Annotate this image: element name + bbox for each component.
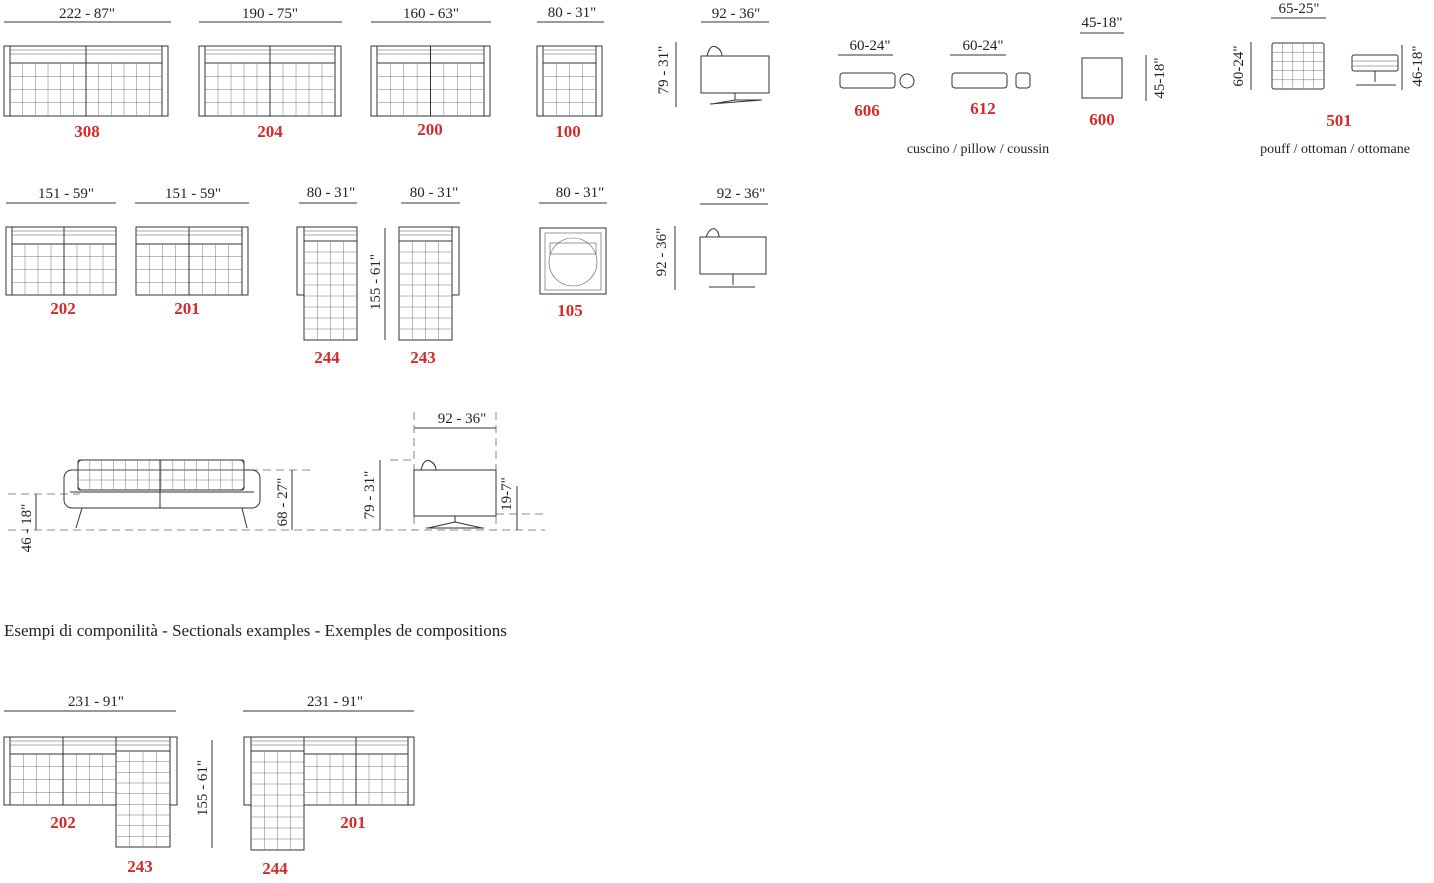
module-200-width: 160 - 63" bbox=[402, 6, 460, 22]
quilted-cushion bbox=[1272, 43, 1324, 89]
module-243-code: 243 bbox=[410, 348, 436, 367]
module-204-width: 190 - 75" bbox=[241, 6, 299, 22]
armchair-side-height: 79 - 31" bbox=[656, 45, 672, 95]
module-204 bbox=[199, 6, 342, 141]
example-2-code-a: 201 bbox=[340, 813, 366, 832]
module-105 bbox=[539, 185, 607, 320]
pillow-612-width: 60-24" bbox=[962, 38, 1004, 54]
chaise-plan bbox=[399, 227, 459, 340]
module-204-code: 204 bbox=[257, 122, 283, 141]
module-243-width: 80 - 31" bbox=[409, 185, 459, 201]
pillow-606-width: 60-24" bbox=[849, 38, 891, 54]
module-100-width: 80 - 31" bbox=[547, 5, 597, 21]
ottoman-501 bbox=[1231, 1, 1426, 130]
total-height: 79 - 31" bbox=[362, 470, 378, 520]
module-244-width: 80 - 31" bbox=[306, 185, 356, 201]
module-308-code: 308 bbox=[74, 122, 100, 141]
example-1-code-b: 243 bbox=[127, 857, 153, 876]
pillow-caption: cuscino / pillow / coussin bbox=[906, 142, 1050, 157]
module-201-width: 151 - 59" bbox=[164, 186, 222, 202]
sofa-front-elevation bbox=[8, 411, 545, 552]
chaise-length: 155 - 61" bbox=[368, 253, 384, 311]
module-202-width: 151 - 59" bbox=[37, 186, 95, 202]
module-243 bbox=[399, 185, 460, 367]
module-202-code: 202 bbox=[50, 299, 76, 318]
armchair-side-view bbox=[656, 6, 769, 107]
ottoman-501-depth: 60-24" bbox=[1231, 45, 1247, 87]
sofa-plan bbox=[304, 737, 414, 805]
example-composition-2 bbox=[243, 694, 414, 878]
example-1-code-a: 202 bbox=[50, 813, 76, 832]
pillow-600 bbox=[1080, 15, 1168, 129]
swivel-side-width: 92 - 36" bbox=[716, 186, 766, 202]
example-2-code-b: 244 bbox=[262, 859, 288, 878]
sofa-plan bbox=[199, 46, 341, 116]
pillow-612 bbox=[950, 38, 1030, 118]
module-105-code: 105 bbox=[557, 301, 583, 320]
sofa-plan bbox=[371, 46, 490, 116]
sofa-plan bbox=[537, 46, 602, 116]
ottoman-501-code: 501 bbox=[1326, 111, 1352, 130]
module-244-code: 244 bbox=[314, 348, 340, 367]
ottoman-501-height: 46-18" bbox=[1410, 45, 1426, 87]
armchair-side-width: 92 - 36" bbox=[711, 6, 761, 22]
arm-height: 68 - 27" bbox=[275, 477, 291, 527]
module-200-code: 200 bbox=[417, 120, 443, 139]
chair-depth: 92 - 36" bbox=[437, 411, 487, 427]
chaise-plan bbox=[244, 737, 304, 850]
sofa-plan bbox=[4, 46, 168, 116]
module-308-width: 222 - 87" bbox=[58, 6, 116, 22]
sofa-plan bbox=[6, 227, 116, 295]
module-200 bbox=[371, 6, 491, 139]
swivel-side-height: 92 - 36" bbox=[654, 227, 670, 277]
example-composition-1 bbox=[4, 694, 212, 876]
chaise-plan bbox=[297, 227, 357, 340]
pillow-606 bbox=[838, 38, 914, 120]
sofa-plan bbox=[136, 227, 248, 295]
example-2-width: 231 - 91" bbox=[306, 694, 364, 710]
pillow-600-width: 45-18" bbox=[1081, 15, 1123, 31]
quilted-cushion bbox=[78, 460, 244, 490]
example-1-width: 231 - 91" bbox=[67, 694, 125, 710]
module-202 bbox=[6, 186, 116, 318]
module-244 bbox=[297, 185, 357, 367]
pillow-600-height: 45-18" bbox=[1152, 57, 1168, 99]
chaise-plan bbox=[116, 737, 177, 847]
seat-height: 46 - 18" bbox=[19, 503, 35, 553]
pillow-612-code: 612 bbox=[970, 99, 996, 118]
pillow-606-code: 606 bbox=[854, 101, 880, 120]
swivel-chair-side-view bbox=[654, 186, 768, 290]
module-100-code: 100 bbox=[555, 122, 581, 141]
base-height: 19-7" bbox=[499, 477, 515, 511]
module-308 bbox=[4, 6, 171, 141]
module-201 bbox=[135, 186, 249, 318]
pillow-600-code: 600 bbox=[1089, 110, 1115, 129]
module-100 bbox=[537, 5, 604, 141]
module-201-code: 201 bbox=[174, 299, 200, 318]
examples-title: Esempi di componilità - Sectionals examples - Exemples de compositions bbox=[4, 621, 507, 640]
module-105-width: 80 - 31" bbox=[555, 185, 605, 201]
ottoman-caption: pouff / ottoman / ottomane bbox=[1260, 142, 1410, 157]
ottoman-501-width: 65-25" bbox=[1278, 1, 1320, 17]
sofa-plan bbox=[4, 737, 116, 805]
example-1-depth: 155 - 61" bbox=[195, 759, 211, 817]
